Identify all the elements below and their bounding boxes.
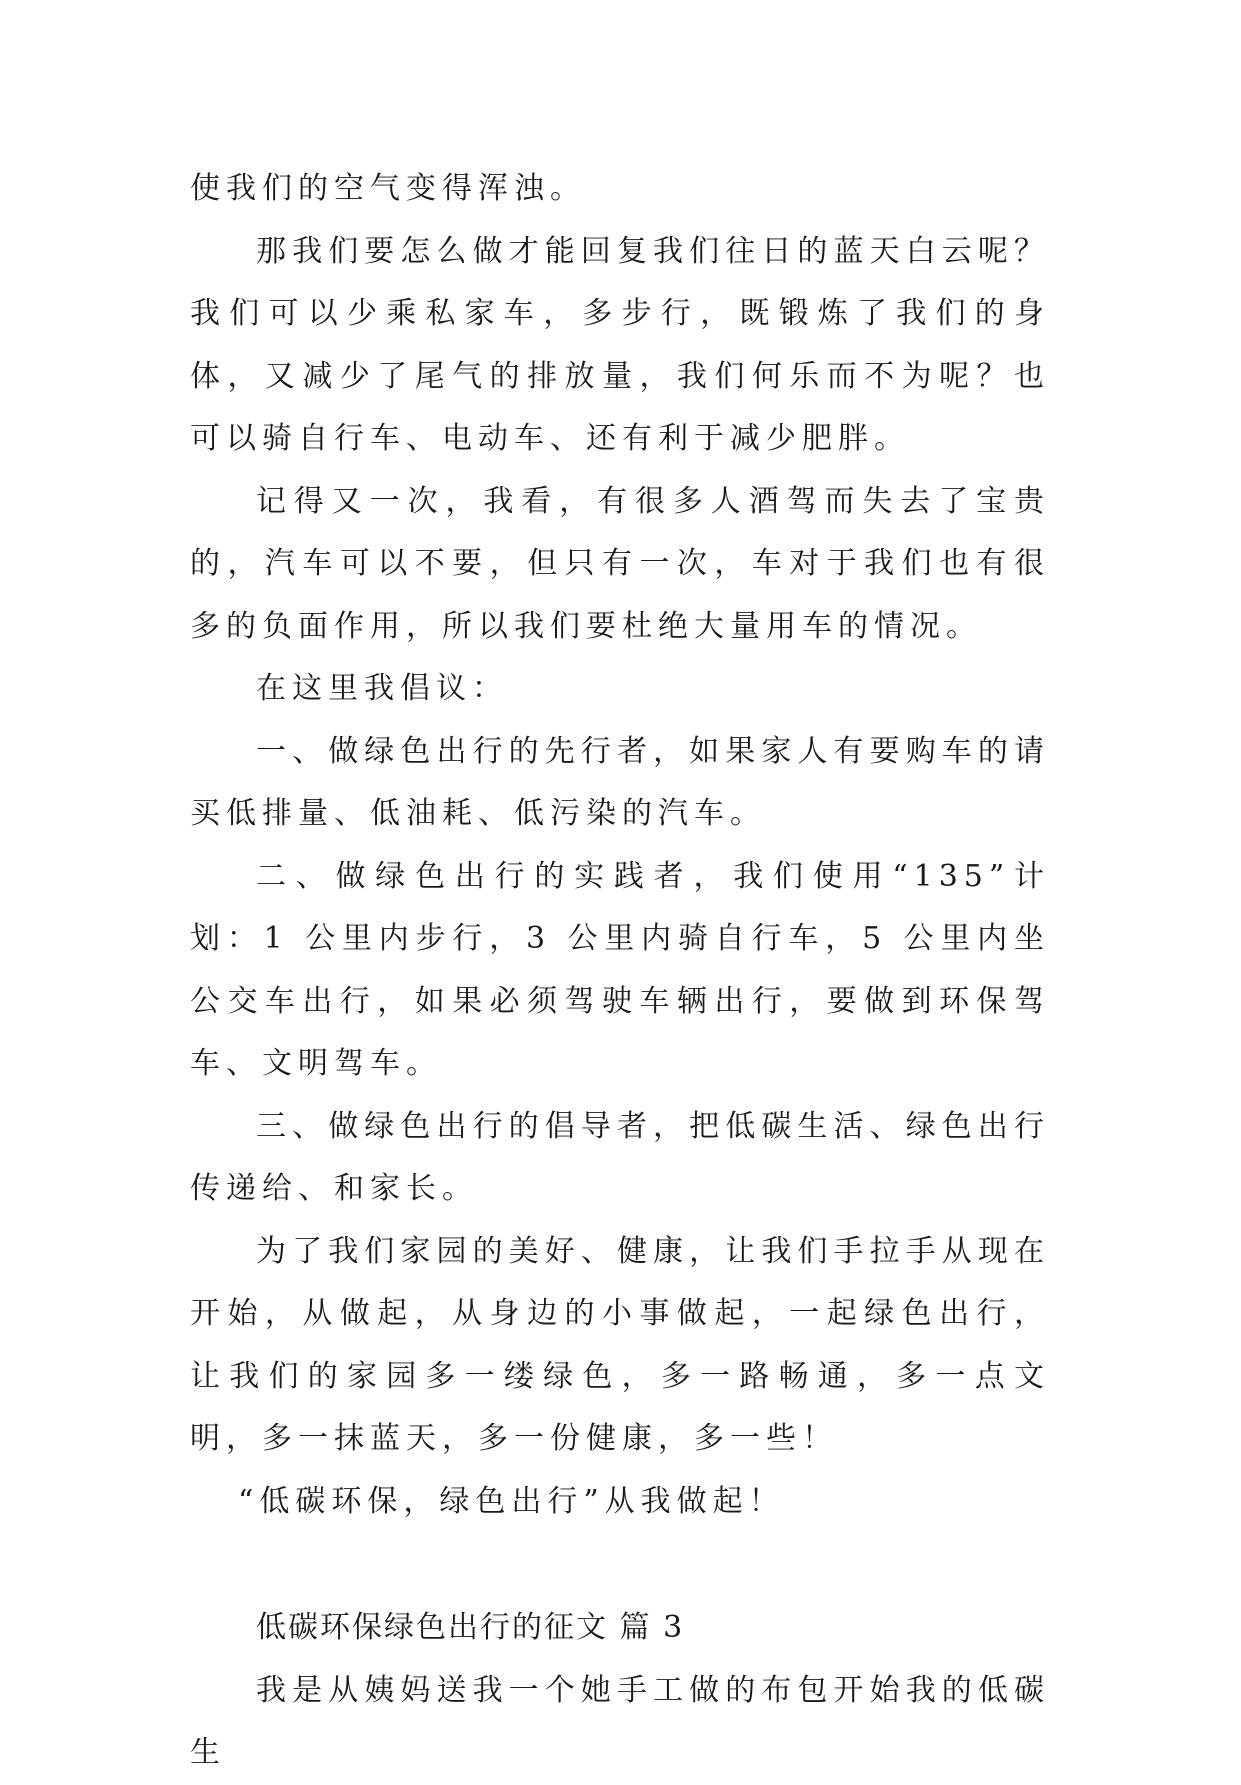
paragraph-drunk-driving: 记得又一次，我看，有很多人酒驾而失去了宝贵的，汽车可以不要，但只有一次，车对于我们也有很多的负面作用，所以我们要杜绝大量用车的情况。 bbox=[190, 483, 1050, 644]
section-spacer bbox=[190, 1533, 1050, 1597]
paragraph-section-3-start: 我是从姨妈送我一个她手工做的布包开始我的低碳生 bbox=[190, 1672, 1050, 1770]
paragraph-blue-sky: 那我们要怎么做才能回复我们往日的蓝天白云呢？我们可以少乘私家车，多步行，既锻炼了我们的身体，又减少了尾气的排放量，我们何乐而不为呢？也可以骑自行车、电动车、还有利于减少肥胖。 bbox=[190, 233, 1050, 456]
paragraph-continuation: 使我们的空气变得浑浊。 bbox=[190, 171, 586, 206]
document-body bbox=[190, 158, 1050, 1785]
paragraph-proposal-2: 二、做绿色出行的实践者，我们使用“135”计划：1 公里内步行，3 公里内骑自行车，5 公里内坐公交车出行，如果必须驾驶车辆出行，要做到环保驾车、文明驾车。 bbox=[190, 858, 1050, 1081]
paragraph-proposal-1: 一、做绿色出行的先行者，如果家人有要购车的请买低排量、低油耗、低污染的汽车。 bbox=[190, 733, 1050, 831]
paragraph-slogan: “低碳环保，绿色出行”从我做起！ bbox=[238, 1483, 785, 1519]
section-title: 低碳环保绿色出行的征文 篇 3 bbox=[256, 1610, 685, 1645]
paragraph-call-to-action: 为了我们家园的美好、健康，让我们手拉手从现在开始，从做起，从身边的小事做起，一起绿色出行，让我们的家园多一缕绿色，多一路畅通，多一点文明，多一抹蓝天，多一份健康，多一些！ bbox=[190, 1233, 1050, 1456]
paragraph-proposal-3: 三、做绿色出行的倡导者，把低碳生活、绿色出行传递给、和家长。 bbox=[190, 1108, 1050, 1206]
paragraph-proposal-intro: 在这里我倡议： bbox=[256, 671, 508, 706]
